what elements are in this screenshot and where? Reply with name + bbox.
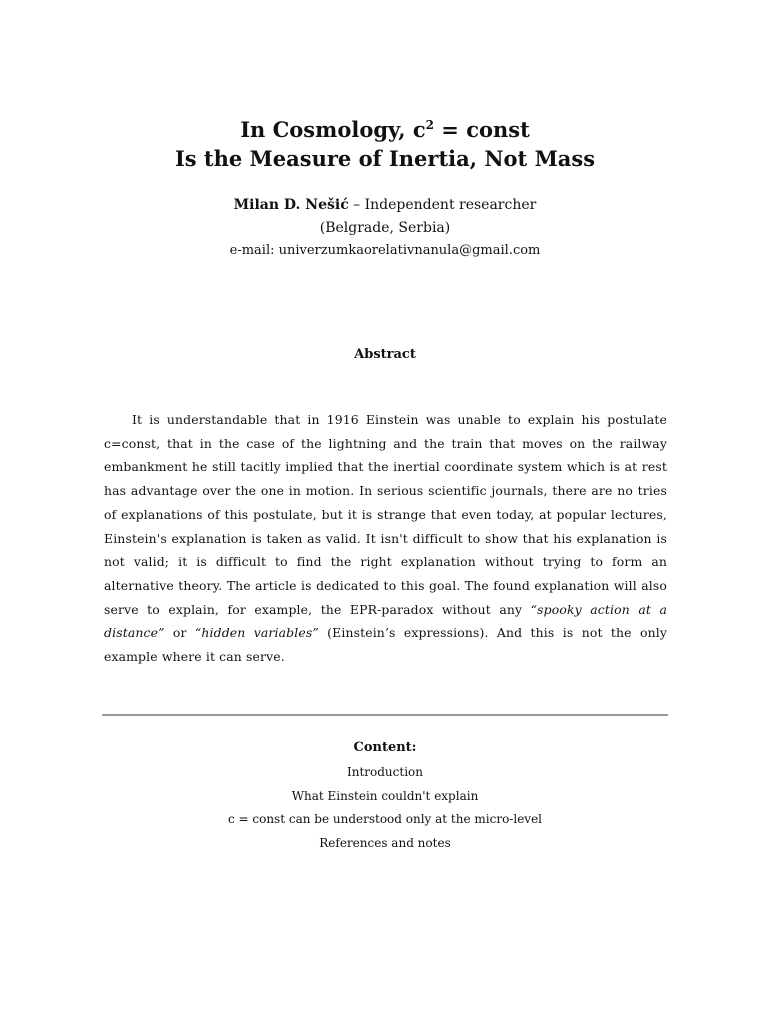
abstract-text-3: (Einstein’s expressions). And this is not the only example where it can serve. — [104, 625, 667, 665]
author-line — [0, 194, 770, 216]
title-suffix: = const — [434, 117, 530, 142]
title-superscript: 2 — [425, 118, 434, 132]
contents-heading: Content: — [353, 740, 417, 755]
title-line-2: Is the Measure of Inertia, Not Mass — [174, 146, 596, 171]
title-line-1 — [0, 115, 770, 145]
abstract-italic-1: “spooky action at a distance” — [104, 601, 667, 641]
abstract-body — [104, 408, 667, 669]
author-name: Milan D. Nešić — [233, 197, 349, 213]
contents-item-c-const-micro-level: c = const can be understood only at the micro-level — [227, 812, 543, 826]
contents-item-what-einstein-couldnt-explain: What Einstein couldn't explain — [291, 788, 479, 803]
author-email: e-mail: univerzumkaorelativnanula@gmail.com — [229, 243, 541, 258]
contents-list — [0, 761, 770, 855]
title-prefix: In Cosmology, c — [240, 117, 426, 142]
author-location: (Belgrade, Serbia) — [319, 220, 451, 236]
abstract-italic-2: “hidden variables” — [194, 625, 319, 641]
abstract-text-1: It is understandable that in 1916 Einstein was unable to explain his postulate c=const, that in the case of the lightning and the train that moves on the railway embankment he still tacitly implied that the inertial coordinate system which is at rest has advantage over the one in motion. In serious scientific journals, there are no tries of explanations of this postulate, but it is strange that even today, at popular lectures, Einstein's explanation is taken as valid. It isn't difficult to show that his explanation is not valid; it is difficult to find the right explanation without trying to form an alternative theory. The article is dedicated to this goal. The found explanation will also serve to explain, for example, the EPR-paradox without any — [104, 412, 667, 617]
author-role: – Independent researcher — [348, 197, 537, 213]
abstract-text-2: or — [164, 625, 195, 641]
abstract-heading: Abstract — [354, 347, 416, 362]
section-divider — [102, 714, 668, 716]
contents-item-introduction: Introduction — [347, 765, 423, 779]
contents-item-references: References and notes — [319, 835, 451, 850]
